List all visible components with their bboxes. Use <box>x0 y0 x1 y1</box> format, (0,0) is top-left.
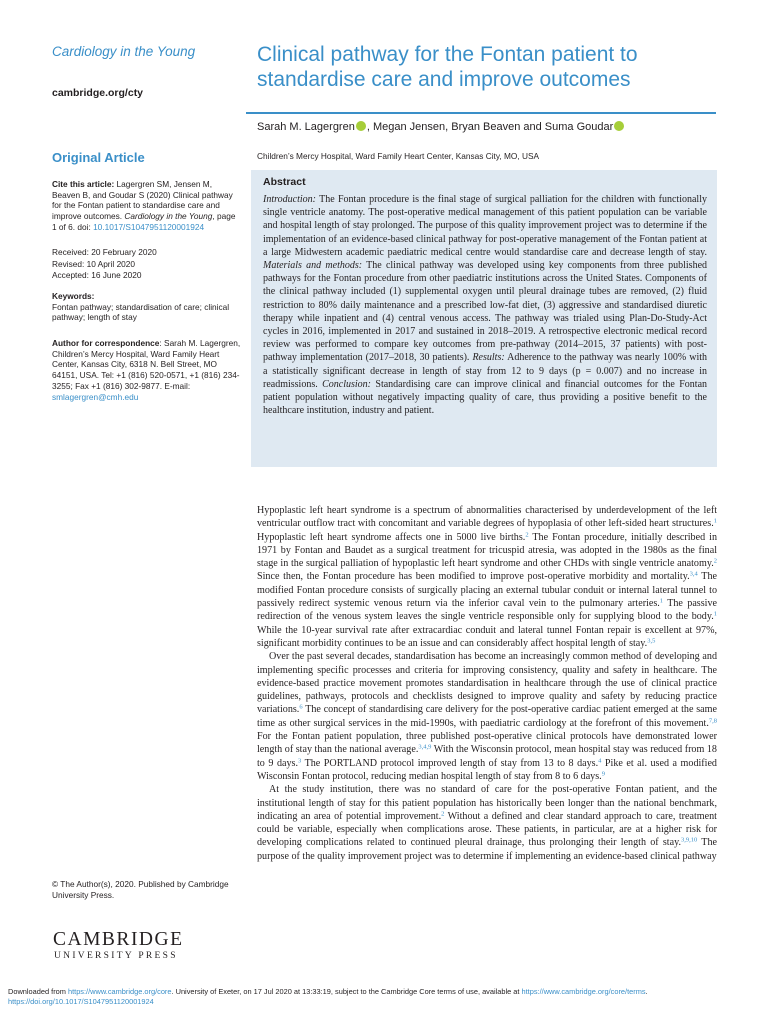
abstract-conclusion-label: Conclusion: <box>322 378 372 390</box>
abstract-intro-label: Introduction: <box>263 194 316 205</box>
body-text: Without a defined and clear standard approach to care, treatment could be variable, especially when complications arose. These patients, in particular, are at a higher risk for developing complications related to continued pleural drainage, thus prolonging their length of stay. <box>257 810 717 849</box>
correspondence-block <box>52 338 242 402</box>
article-body <box>257 504 717 863</box>
reference-link[interactable]: 3,5 <box>647 637 656 645</box>
footer-text: . University of Exeter, on 17 Jul 2020 at 13:33:19, subject to the Cambridge Core terms of use, available at <box>171 987 522 996</box>
body-text: Hypoplastic left heart syndrome affects one in 5000 live births. <box>257 531 526 543</box>
cite-journal: Cardiology in the Young <box>124 211 213 222</box>
keywords-label: Keywords: <box>52 291 95 301</box>
cambridge-logo <box>53 930 184 962</box>
reference-link[interactable]: 1 <box>659 597 664 605</box>
body-text: The modified Fontan procedure consists of surgically placing an external tubular conduit or internal lateral tunnel to passively redirect systemic venous return via the inferior caval vein to the pulmonary arteries. <box>257 571 717 610</box>
cambridge-core-link[interactable]: https://www.cambridge.org/core <box>67 987 172 996</box>
author-1: Sarah M. Lagergren <box>257 121 355 133</box>
body-text: While the 10-year survival rate after extracardiac conduit and lateral tunnel Fontan repair is excellent at 97%, significant morbidity continues to be an issue and can considerably affect hospital length of stay. <box>257 624 717 649</box>
reference-link[interactable]: 2 <box>713 557 717 565</box>
journal-name: Cardiology in the Young <box>52 44 196 59</box>
abstract-body <box>263 193 707 417</box>
date-revised: Revised: 10 April 2020 <box>52 258 136 269</box>
keywords-text: Fontan pathway; standardisation of care; clinical pathway; length of stay <box>52 301 230 323</box>
article-type: Original Article <box>52 150 145 165</box>
date-accepted: Accepted: 16 June 2020 <box>52 270 142 280</box>
reference-link[interactable]: 4 <box>598 757 602 765</box>
reference-link[interactable]: 9 <box>601 770 605 778</box>
body-text: The Fontan procedure, initially described in 1971 by Fontan and Baudet as a surgical treatment for tricuspid atresia, was adopted in the 1980s as the final stage in the surgical palliation of hypoplastic left heart syndrome and other CHDs with single ventricle anatomy. <box>257 531 717 570</box>
article-title: Clinical pathway for the Fontan patient to standardise care and improve outcomes <box>257 43 638 91</box>
logo-sub-text: UNIVERSITY PRESS <box>54 951 178 961</box>
body-text: Hypoplastic left heart syndrome is a spectrum of abnormalities characterised by underdevelopment of the left ventricular outflow tract with concomitant and variable degrees of hypoplasia of other left-sided heart structures. <box>257 505 717 530</box>
copyright-notice: © The Author(s), 2020. Published by Cambridge University Press. <box>52 879 229 900</box>
logo-main-text: CAMBRIDGE <box>53 929 184 950</box>
cite-pages: , page 1 of 6. doi: <box>52 211 236 232</box>
abstract-intro: The Fontan procedure is the final stage of surgical palliation for the children with functionally single ventricle anatomy. The post-operative medical management of this patient population can be variable and hospital length of stay prolonged. The purpose of this quality improvement project was to determine if the implementation of an evidence-based clinical pathway for post-operative management of the Fontan patient at a large Midwestern academic paediatric medical centre would standardise care and decrease length of stay. <box>263 194 707 258</box>
body-text: Over the past several decades, standardisation has become an increasingly common method of developing and implementing specific processes and criteria for improving consistency, quality and safety in healthcare. The evidence-based practice movement promotes standardisation in healthcare through the use of clinical practice guidelines, pathways, protocols and checklists designed to improve quality and safety by reducing practice variations. <box>257 651 717 716</box>
correspondence-label: Author for correspondence <box>52 338 160 348</box>
body-paragraph <box>257 504 717 650</box>
correspondence-email-link[interactable]: smlagergren@cmh.edu <box>52 391 139 402</box>
reference-link[interactable]: 3,9,10 <box>681 836 698 844</box>
orcid-icon[interactable] <box>614 121 624 131</box>
body-paragraph <box>257 650 717 783</box>
body-text: Pike et al. used a modified Wisconsin Fontan protocol, reducing median hospital length of stay from 8 to 6 days. <box>257 757 717 782</box>
reference-link[interactable]: 7,8 <box>708 717 717 725</box>
author-list <box>257 121 625 133</box>
journal-website[interactable]: cambridge.org/cty <box>52 87 144 99</box>
reference-link[interactable]: 6 <box>299 703 303 711</box>
correspondence-text: : Sarah M. Lagergren, Children’s Mercy Hospital, Ward Family Heart Center, Kansas City, 6318 N. Bell Street, MO 64151, USA. Tel: +1 (816) 520-0571, +1 (816) 234-3255; Fax +1 (816) 302-9877. E-mail: <box>52 338 241 391</box>
reference-link[interactable]: 3,4 <box>689 570 698 578</box>
citation-block <box>52 179 242 233</box>
footer-text: . <box>645 987 648 996</box>
reference-link[interactable]: 1 <box>713 610 717 618</box>
footer-text: Downloaded from <box>8 987 68 996</box>
download-footer <box>8 987 768 1007</box>
body-text: For the Fontan patient population, three published post-operative clinical protocols have demonstrated lower length of stay than the national average. <box>257 731 717 756</box>
cite-label: Cite this article: <box>52 179 115 189</box>
reference-link[interactable]: 2 <box>525 531 529 539</box>
cite-doi-link[interactable]: 10.1017/S1047951120001924 <box>93 221 205 232</box>
body-text: The concept of standardising care delivery for the post-operative cardiac patient emerged at the same time as other surgical services in the mid-1990s, with paediatric cardiology at the forefront of this movement. <box>257 704 717 729</box>
reference-link[interactable]: 3 <box>297 757 302 765</box>
article-dates <box>52 247 157 282</box>
abstract-results-label: Results: <box>472 352 505 364</box>
body-text: The PORTLAND protocol improved length of stay from 13 to 8 days. <box>301 757 599 769</box>
reference-link[interactable]: 3,4,9 <box>418 743 432 751</box>
body-paragraph <box>257 783 717 863</box>
abstract-methods-label: Materials and methods: <box>263 260 363 272</box>
body-text: Since then, the Fontan procedure has been modified to improve post-operative morbidity and mortality. <box>257 571 690 583</box>
abstract-heading: Abstract <box>263 176 306 188</box>
abstract-box <box>251 170 717 467</box>
body-text: With the Wisconsin protocol, mean hospital stay was reduced from 18 to 9 days. <box>257 744 717 769</box>
date-received: Received: 20 February 2020 <box>52 247 157 257</box>
reference-link[interactable]: 2 <box>441 810 445 818</box>
keywords-block <box>52 291 242 323</box>
abstract-methods: The clinical pathway was developed using key components from three published pathways for the Fontan procedure from other paediatric institutions across the United States. Components of the clinical pathway included (1) supplemental oxygen until pleural drainage tubes are removed, (2) fluid restriction to 80% daily maintenance and a prescribed low-fat diet, (3) aggressive and standardised diuretic therapy while inpatient and (4) central venous access. The pathway was trialed using Plan-Do-Study-Act cycles in 2016, implemented in 2017 and sustained in 2018–2019. A retrospective electronic medical record review was performed to compare key outcomes from pre-pathway (2014–2015, 37 patients) with post-pathway implementation (2017–2018, 30 patients). <box>263 260 708 364</box>
body-text: At the study institution, there was no standard of care for the post-operative Fontan patient, and the institutional length of stay for this patient population has historically been longer than the national benchmark, indicating an area of potential improvement. <box>257 784 717 822</box>
body-text: The passive redirection of the venous system leaves the single ventricle responsible only for supplying blood to the body. <box>257 598 717 623</box>
doi-link[interactable]: https://doi.org/10.1017/S1047951120001924 <box>8 997 154 1006</box>
body-text: The purpose of the quality improvement project was to determine if implementing an evidence-based clinical pathway <box>257 837 717 862</box>
affiliation: Children’s Mercy Hospital, Ward Family Heart Center, Kansas City, MO, USA <box>257 151 540 161</box>
abstract-conclusion: Standardising care can improve clinical and financial outcomes for the Fontan patient population without negatively impacting quality of care, thus providing a positive benefit to the healthcare institution, industry and patient. <box>263 378 708 417</box>
abstract-results: Adherence to the pathway was nearly 100% with a statistically significant decrease in length of stay from 12 to 9 days (p = 0.007) and no increase in readmissions. <box>263 352 708 390</box>
terms-link[interactable]: https://www.cambridge.org/core/terms <box>521 987 646 996</box>
title-divider <box>246 112 716 114</box>
orcid-icon[interactable] <box>356 121 366 131</box>
reference-link[interactable]: 1 <box>713 517 717 525</box>
author-others: , Megan Jensen, Bryan Beaven and Suma Goudar <box>366 121 614 133</box>
cite-text: Lagergren SM, Jensen M, Beaven B, and Goudar S (2020) Clinical pathway for the Fontan patient to standardise care and improve outcomes. <box>52 179 233 222</box>
